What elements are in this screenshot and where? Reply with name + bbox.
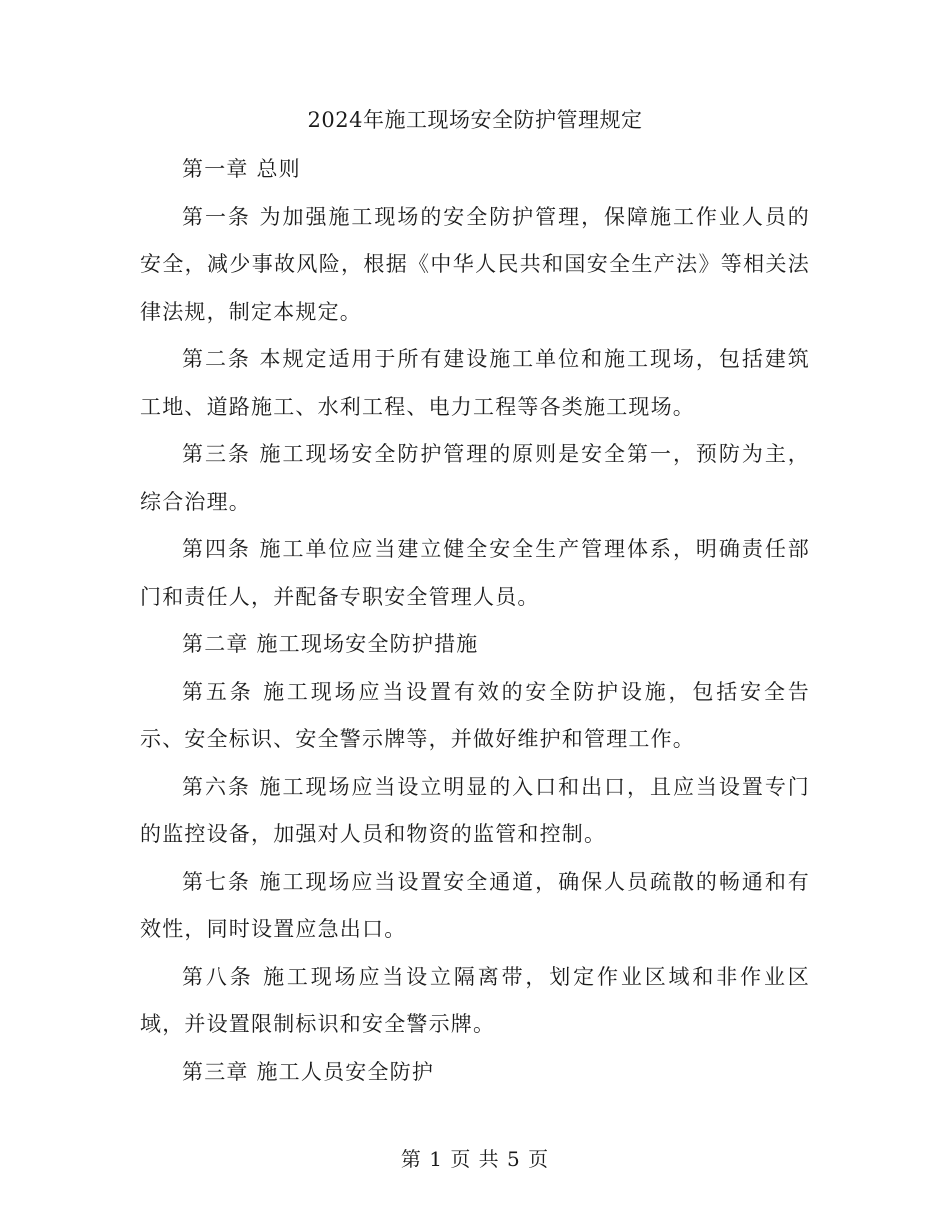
article-5: 第五条 施工现场应当设置有效的安全防护设施，包括安全告示、安全标识、安全警示牌等，并做好维护和管理工作。 xyxy=(140,679,810,751)
article-8: 第八条 施工现场应当设立隔离带，划定作业区域和非作业区域，并设置限制标识和安全警示牌。 xyxy=(140,964,810,1036)
article-6: 第六条 施工现场应当设立明显的入口和出口，且应当设置专门的监控设备，加强对人员和物资的监管和控制。 xyxy=(140,774,810,846)
chapter-heading-2: 第二章 施工现场安全防护措施 xyxy=(182,632,479,656)
article-4: 第四条 施工单位应当建立健全安全生产管理体系，明确责任部门和责任人，并配备专职安全管理人员。 xyxy=(140,537,810,609)
document-title: 2024年施工现场安全防护管理规定 xyxy=(307,108,643,132)
chapter-heading-1: 第一章 总则 xyxy=(182,157,301,181)
chapter-heading-3: 第三章 施工人员安全防护 xyxy=(182,1059,435,1084)
article-7: 第七条 施工现场应当设置安全通道，确保人员疏散的畅通和有效性，同时设置应急出口。 xyxy=(140,869,810,941)
page-footer: 第 1 页 共 5 页 xyxy=(400,1147,550,1171)
article-1: 第一条 为加强施工现场的安全防护管理，保障施工作业人员的安全，减少事故风险，根据《中华人民共和国安全生产法》等相关法律法规，制定本规定。 xyxy=(140,204,810,324)
article-2: 第二条 本规定适用于所有建设施工单位和施工现场，包括建筑工地、道路施工、水利工程、电力工程等各类施工现场。 xyxy=(140,347,810,419)
article-3: 第三条 施工现场安全防护管理的原则是安全第一，预防为主，综合治理。 xyxy=(140,442,810,514)
document-body xyxy=(140,146,810,1096)
